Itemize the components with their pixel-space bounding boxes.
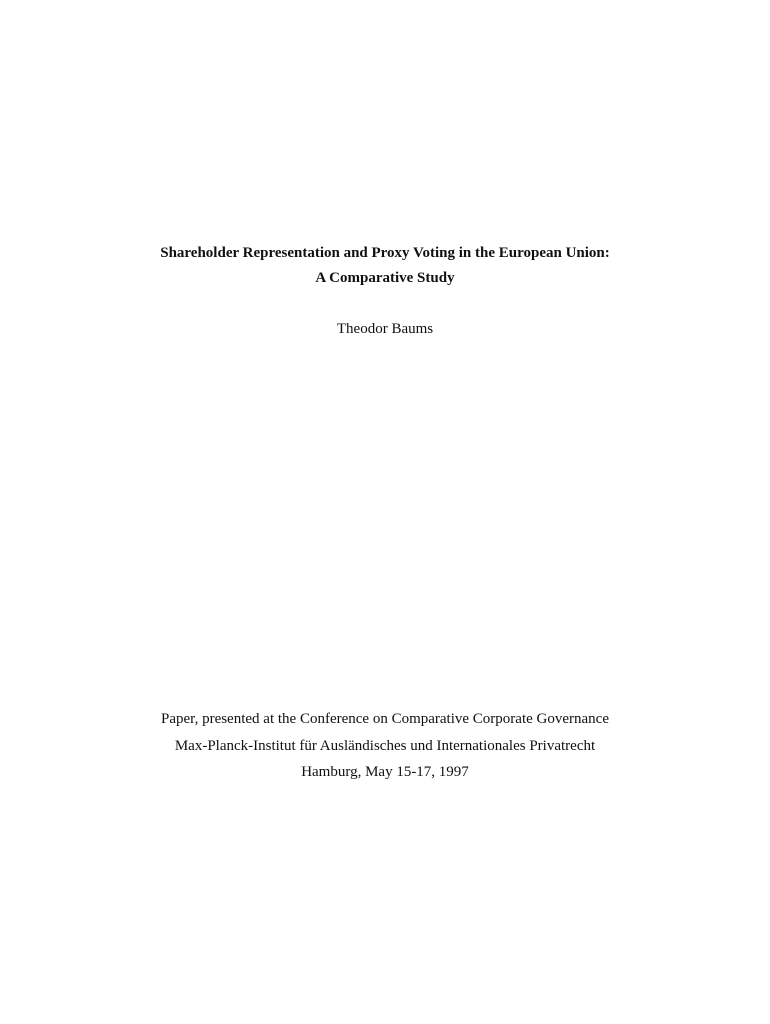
institute-name: Max-Planck-Institut für Ausländisches und Internationales Privatrecht (174, 738, 596, 754)
paper-subtitle: A Comparative Study (315, 270, 455, 286)
author-name: Theodor Baums (336, 321, 434, 337)
conference-note: Paper, presented at the Conference on Comparative Corporate Governance (161, 711, 609, 727)
paper-title-line-1: Shareholder Representation and Proxy Voting in the European Union: (160, 245, 610, 261)
location-date: Hamburg, May 15-17, 1997 (301, 764, 469, 780)
